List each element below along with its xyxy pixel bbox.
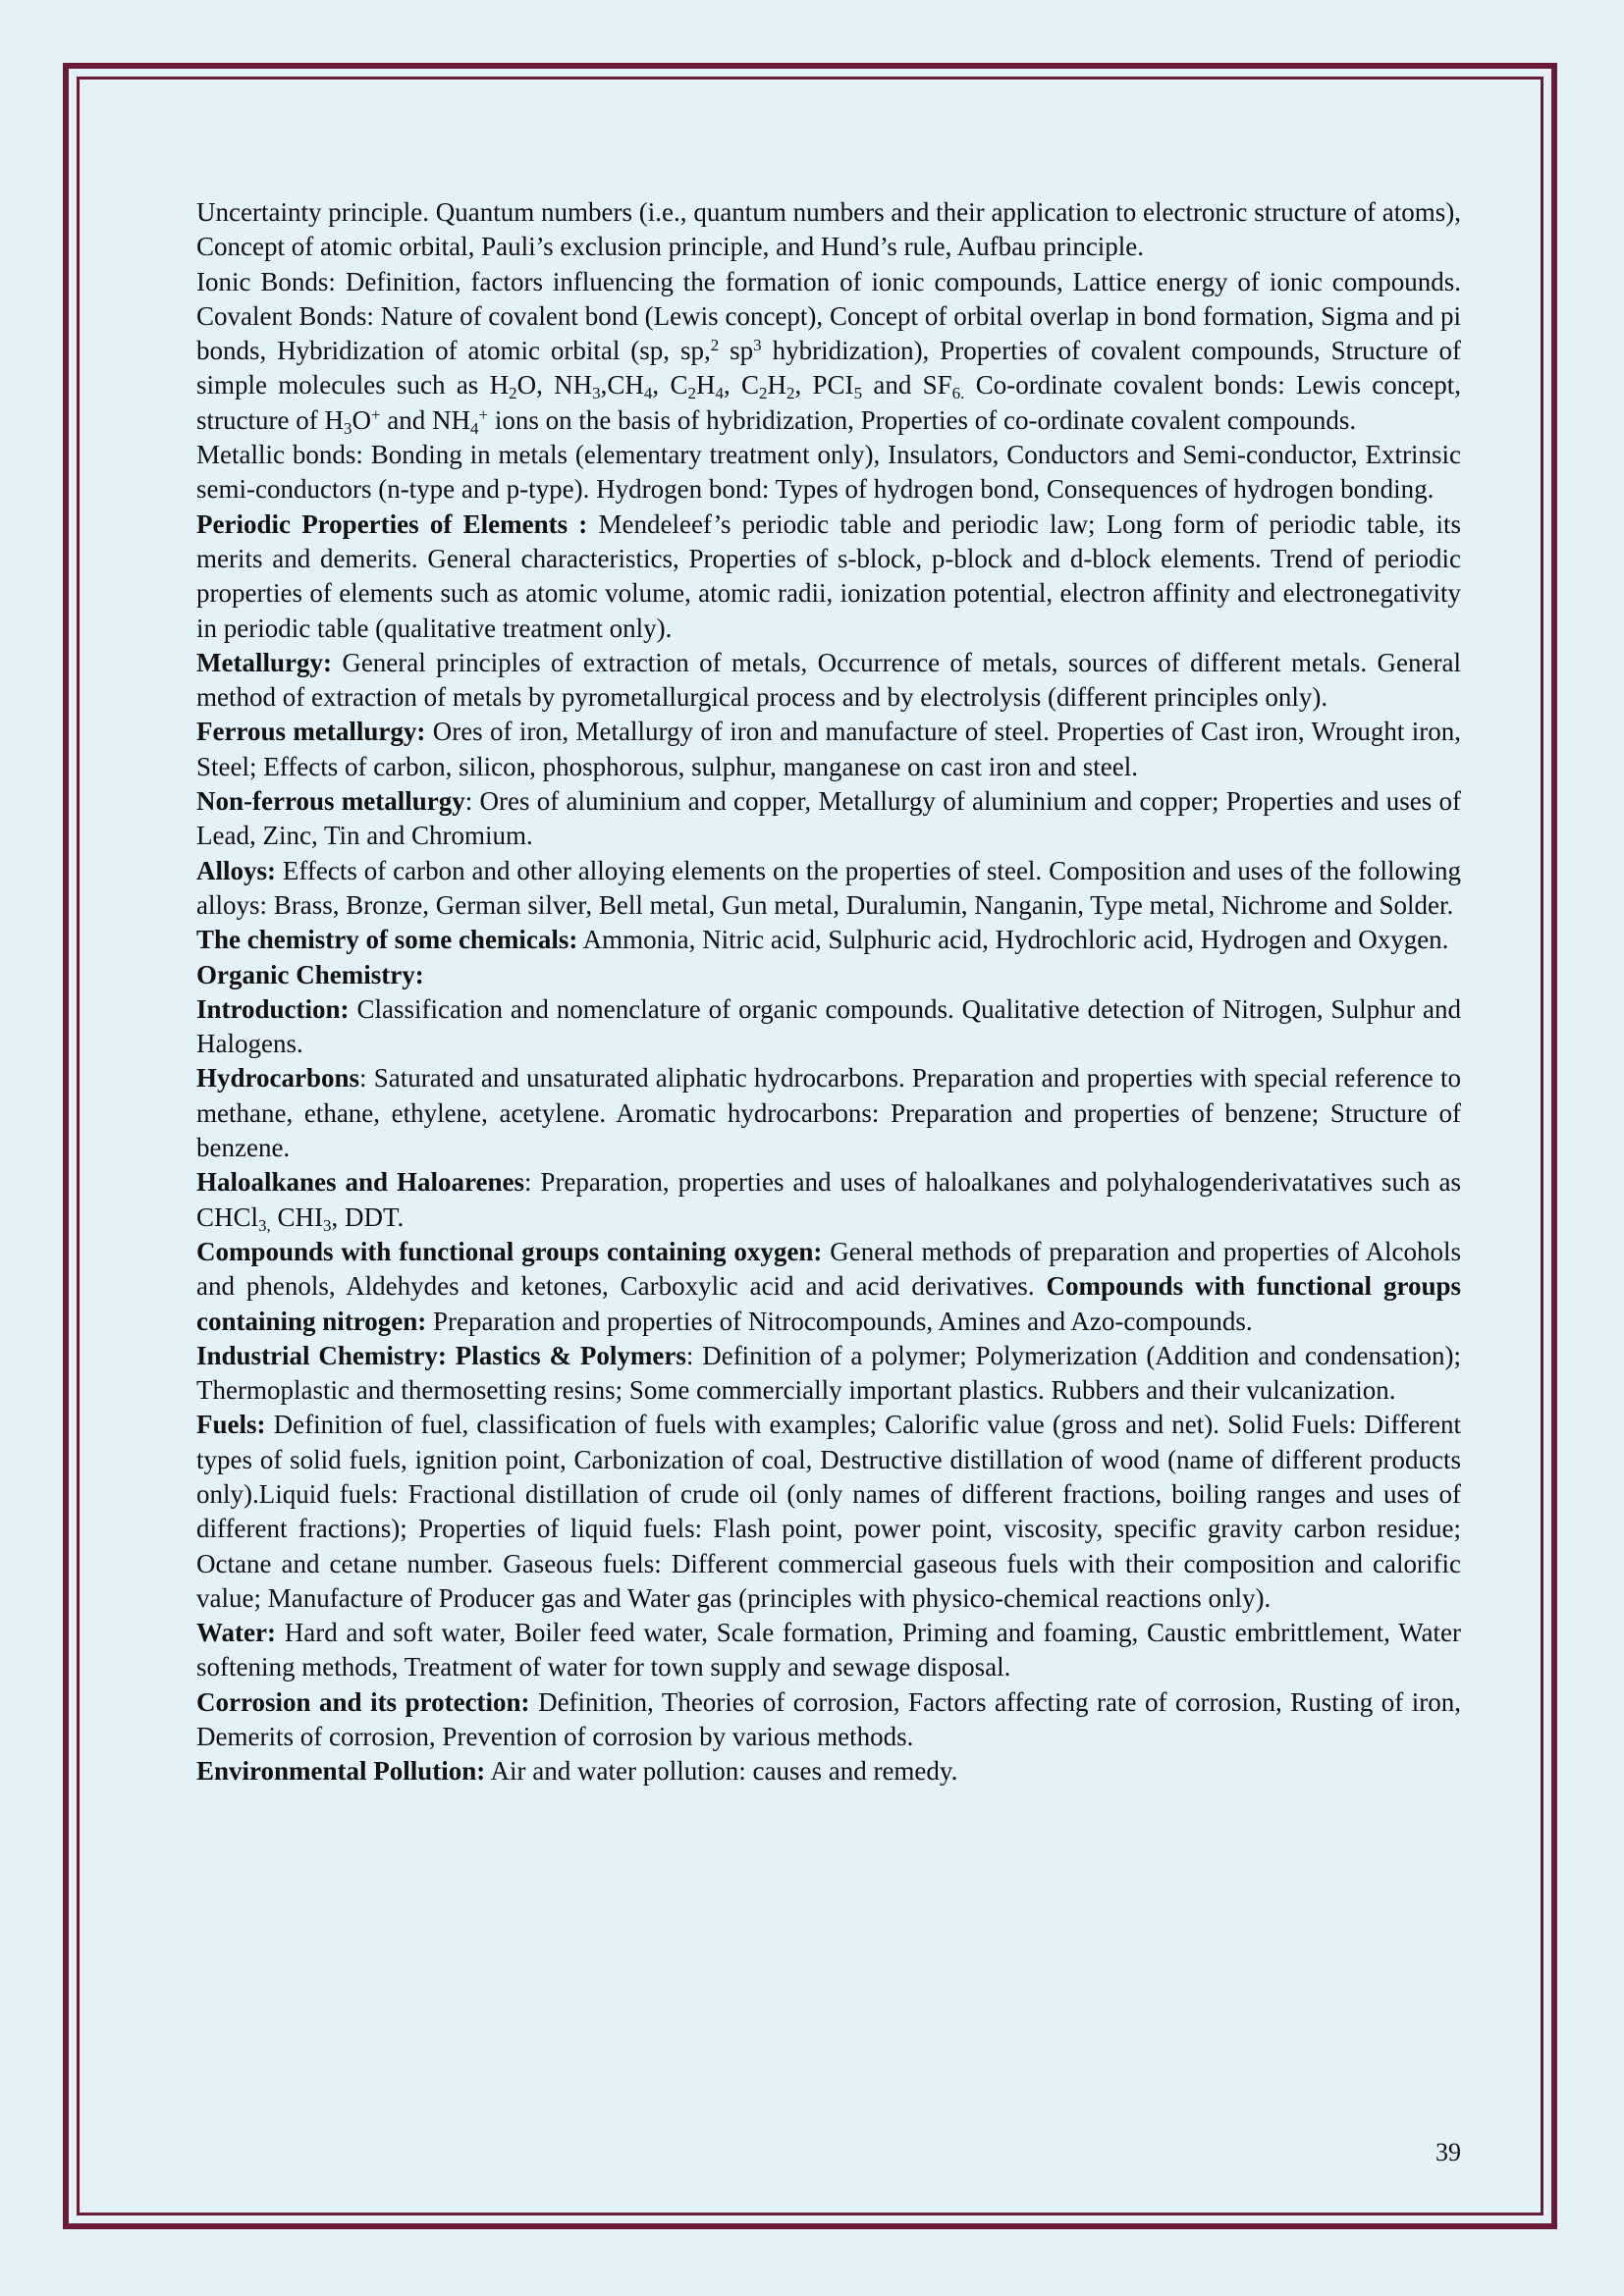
section-heading: Non-ferrous metallurgy [196, 786, 465, 817]
text-segment: O [352, 404, 371, 435]
subscript: 2 [759, 384, 768, 403]
section-heading: The chemistry of some chemicals: [196, 925, 578, 955]
section-heading: Hydrocarbons [196, 1063, 360, 1094]
paragraph-atomic-structure [196, 195, 1461, 265]
paragraph-fuels [196, 1408, 1461, 1616]
section-heading: Fuels: [196, 1410, 266, 1440]
section-heading: Periodic Properties of Elements : [196, 508, 588, 539]
paragraph-text: General methods of preparation and properties of Alcohols and phenols, Aldehydes and ketones, Carboxylic acid and acid derivatives. [196, 1236, 1461, 1302]
paragraph-text: Ammonia, Nitric acid, Sulphuric acid, Hydrochloric acid, Hydrogen and Oxygen. [577, 925, 1449, 955]
text-segment: H [767, 370, 786, 400]
paragraph-text: Definition of fuel, classification of fuels with examples; Calorific value (gross and net). Solid Fuels: Different types of solid fuels, ignition point, Carbonization of coal, Destructive distillation of wood (name of different products only).Liquid fuels: Fractional distillation of crude oil (only names of different fractions, boiling ranges and uses of different fractions); Properties of liquid fuels: Flash point, power point, viscosity, specific gravity carbon residue; Octane and cetane number. Gaseous fuels: Different commercial gaseous fuels with their composition and calorific value; Manufacture of Producer gas and Water gas (principles with physico-chemical reactions only). [196, 1410, 1461, 1613]
paragraph-corrosion [196, 1685, 1461, 1755]
paragraph-text: Preparation and properties of Nitrocompounds, Amines and Azo-compounds. [426, 1306, 1253, 1336]
section-heading: Water: [196, 1618, 276, 1648]
paragraph-text: Ores of iron, Metallurgy of iron and manufacture of steel. Properties of Cast iron, Wrought iron, Steel; Effects of carbon, silicon, phosphorous, sulphur, manganese on cast iron and steel. [196, 717, 1461, 781]
section-heading: Haloalkanes and Haloarenes [196, 1167, 524, 1198]
text-segment: and SF [862, 370, 952, 400]
superscript: + [370, 404, 381, 424]
subscript: 3, [258, 1215, 271, 1235]
paragraph-text: Definition, Theories of corrosion, Factors affecting rate of corrosion, Rusting of iron, Demerits of corrosion, Prevention of corrosion by various methods. [196, 1686, 1462, 1752]
text-segment: , PCI [794, 370, 854, 400]
text-segment: H [695, 370, 716, 400]
paragraph-ferrous-metallurgy [196, 715, 1461, 784]
paragraph-periodic-properties [196, 507, 1461, 646]
paragraph-some-chemicals [196, 923, 1461, 957]
paragraph-introduction [196, 992, 1461, 1062]
text-segment: ,CH [600, 370, 644, 400]
paragraph-metallurgy [196, 646, 1461, 716]
paragraph-text: : Saturated and unsaturated aliphatic hydrocarbons. Preparation and properties with special reference to methane, ethane, ethylene, acetylene. Aromatic hydrocarbons: Preparation and properties of benzene; Structure of benzene. [196, 1063, 1461, 1163]
paragraph-alloys [196, 854, 1461, 924]
text-segment: Co-ordinate covalent bonds: Lewis concept, structure of H [196, 370, 1461, 435]
page-number: 39 [1435, 2138, 1461, 2166]
section-heading: Alloys: [196, 855, 276, 885]
paragraph-text: Mendeleef’s periodic table and periodic law; Long form of periodic table, its merits and demerits. General characteristics, Properties of s-block, p-block and d-block elements. Trend of periodic properties of elements such as atomic volume, atomic radii, ionization potential, electron affinity and electronegativity in periodic table (qualitative treatment only). [196, 508, 1461, 643]
subscript: 2 [687, 384, 696, 403]
subscript: 4 [470, 418, 479, 438]
section-heading: Compounds with functional groups containing nitrogen: [196, 1271, 1461, 1336]
paragraph-text: General principles of extraction of metals, Occurrence of metals, sources of different metals. General method of extraction of metals by pyrometallurgical process and by electrolysis (different principles only). [196, 647, 1461, 713]
paragraph-hydrocarbons [196, 1061, 1461, 1165]
paragraph-text: : Ores of aluminium and copper, Metallurgy of aluminium and copper; Properties and uses of Lead, Zinc, Tin and Chromium. [196, 786, 1461, 851]
subscript: 3 [343, 418, 352, 438]
subscript: 4 [643, 384, 653, 403]
paragraph-haloalkanes [196, 1165, 1461, 1235]
superscript: + [478, 404, 489, 424]
superscript: 3 [753, 336, 762, 355]
text-segment: , DDT. [331, 1201, 405, 1232]
paragraph-text: Classification and nomenclature of organic compounds. Qualitative detection of Nitrogen, Sulphur and Halogens. [196, 993, 1461, 1059]
subscript: 4 [715, 384, 724, 403]
subscript: 2 [786, 384, 795, 403]
paragraph-metallic-bonds [196, 438, 1461, 507]
subscript: 2 [509, 384, 517, 403]
section-heading: Environmental Pollution: [196, 1756, 486, 1787]
paragraph-chemical-bonding [196, 265, 1461, 438]
paragraph-text: : Definition of a polymer; Polymerization (Addition and condensation); Thermoplastic and thermosetting resins; Some commercially important plastics. Rubbers and their vulcanization. [196, 1340, 1461, 1406]
text-segment: O, NH [516, 370, 593, 400]
section-heading: Introduction: [196, 993, 350, 1024]
section-heading: Compounds with functional groups containing oxygen: [196, 1236, 823, 1266]
paragraph-non-ferrous-metallurgy [196, 784, 1461, 854]
section-heading: Industrial Chemistry: Plastics & Polymers [196, 1340, 686, 1370]
text-segment: , C [652, 370, 688, 400]
section-heading: Ferrous metallurgy: [196, 717, 426, 747]
paragraph-environmental-pollution [196, 1754, 1461, 1789]
section-heading: Corrosion and its protection: [196, 1686, 530, 1717]
paragraph-text: Metallic bonds: Bonding in metals (elementary treatment only), Insulators, Conductors and Semi-conductor, Extrinsic semi-conductors (n-type and p-type). Hydrogen bond: Types of hydrogen bond, Consequences of hydrogen bonding. [196, 440, 1461, 505]
paragraph-text: Effects of carbon and other alloying elements on the properties of steel. Composition and uses of the following alloys: Brass, Bronze, German silver, Bell metal, Gun metal, Duralumin, Nanganin, Type metal, Nichrome and Solder. [196, 855, 1461, 920]
paragraph-organic-chemistry [196, 958, 1461, 992]
subscript: 3 [592, 384, 601, 403]
text-segment: CHI [270, 1201, 324, 1232]
syllabus-content [196, 195, 1461, 1789]
superscript: 2 [710, 336, 720, 355]
section-heading: Organic Chemistry: [196, 959, 424, 989]
text-segment: and NH [380, 404, 471, 435]
text-segment: , C [723, 370, 759, 400]
paragraph-text: Uncertainty principle. Quantum numbers (i.e., quantum numbers and their application to electronic structure of atoms), Concept of atomic orbital, Pauli’s exclusion principle, and Hund’s rule, Aufbau principle. [196, 197, 1461, 262]
text-segment: : Preparation, properties and uses of haloalkanes and polyhalogenderivatatives such as CHCl [196, 1167, 1461, 1232]
subscript: 3 [323, 1215, 332, 1235]
subscript: 6. [951, 384, 965, 403]
paragraph-functional-groups [196, 1235, 1461, 1339]
text-segment: Ionic Bonds: Definition, factors influencing the formation of ionic compounds, Lattice energy of ionic compounds. Covalent Bonds: Nature of covalent bond (Lewis concept), Concept of orbital overlap in bond formation, Sigma and pi bonds, Hybridization of atomic orbital (sp, sp, [196, 266, 1461, 366]
paragraph-text: Hard and soft water, Boiler feed water, Scale formation, Priming and foaming, Caustic embrittlement, Water softening methods, Treatment of water for town supply and sewage disposal. [196, 1618, 1461, 1682]
paragraph-water [196, 1616, 1461, 1685]
subscript: 5 [853, 384, 863, 403]
paragraph-industrial-chemistry [196, 1339, 1461, 1409]
section-heading: Metallurgy: [196, 647, 332, 677]
text-segment: sp [719, 336, 754, 366]
text-segment: ions on the basis of hybridization, Properties of co-ordinate covalent compounds. [488, 404, 1357, 435]
paragraph-text: Air and water pollution: causes and remedy. [485, 1756, 958, 1787]
text-segment: hybridization), Properties of covalent compounds, Structure of simple molecules such as H [196, 336, 1461, 400]
